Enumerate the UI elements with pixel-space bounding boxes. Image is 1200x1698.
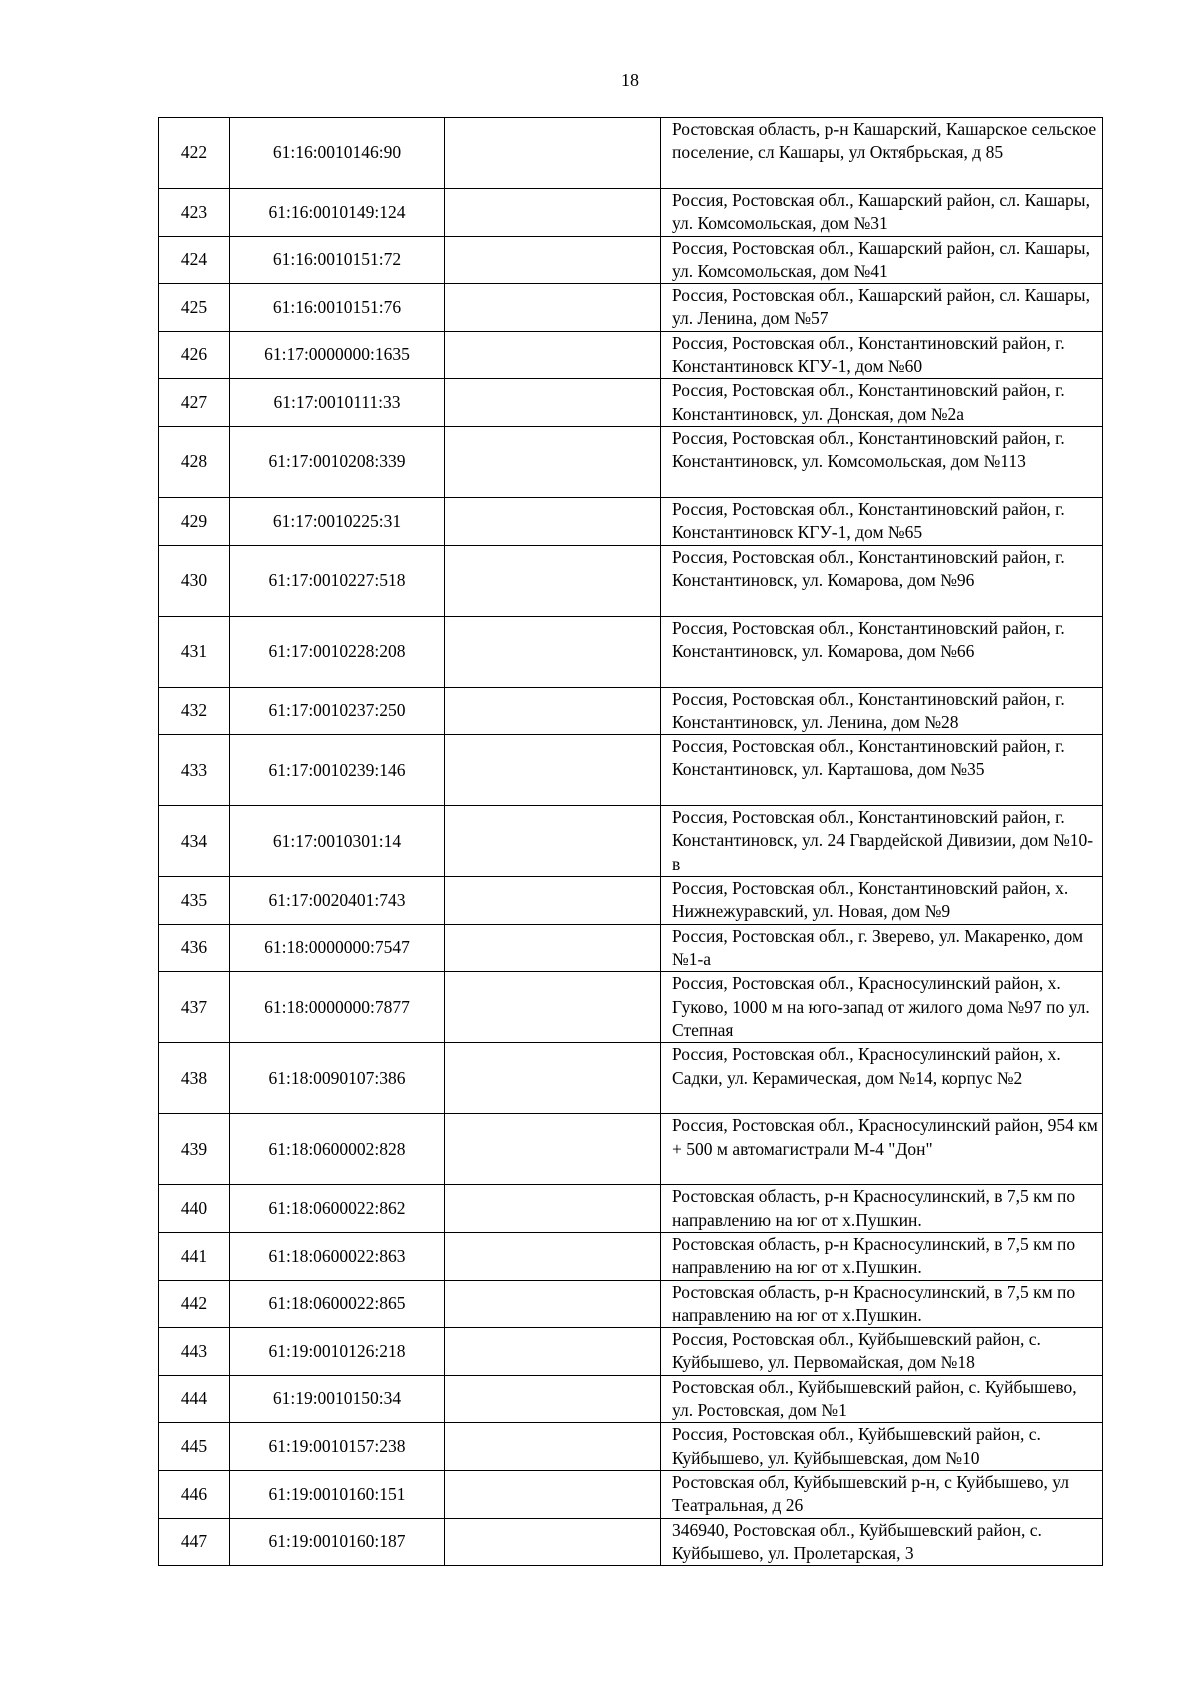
empty-cell (445, 924, 661, 972)
row-number: 438 (159, 1043, 230, 1114)
table-row (159, 806, 1103, 877)
cadastral-number: 61:18:0600022:865 (230, 1280, 445, 1328)
row-number: 431 (159, 616, 230, 687)
empty-cell (445, 877, 661, 925)
address: Ростовская обл., Куйбышевский район, с. Куйбышево, ул. Ростовская, дом №1 (661, 1375, 1103, 1423)
address: Россия, Ростовская обл., Константиновский район, г. Константиновск, ул. Комарова, дом №96 (661, 545, 1103, 616)
table-row (159, 545, 1103, 616)
cadastral-number: 61:19:0010157:238 (230, 1423, 445, 1471)
address: Россия, Ростовская обл., г. Зверево, ул. Макаренко, дом №1-а (661, 924, 1103, 972)
cadastral-number: 61:19:0010160:187 (230, 1518, 445, 1566)
table-row (159, 1232, 1103, 1280)
cadastral-number: 61:19:0010126:218 (230, 1328, 445, 1376)
row-number: 432 (159, 687, 230, 735)
empty-cell (445, 735, 661, 806)
cadastral-number: 61:17:0010228:208 (230, 616, 445, 687)
row-number: 435 (159, 877, 230, 925)
empty-cell (445, 1114, 661, 1185)
empty-cell (445, 545, 661, 616)
row-number: 443 (159, 1328, 230, 1376)
table-row (159, 1423, 1103, 1471)
address: Ростовская область, р-н Красносулинский, в 7,5 км по направлению на юг от х.Пушкин. (661, 1185, 1103, 1233)
row-number: 424 (159, 236, 230, 284)
table-row (159, 1328, 1103, 1376)
address: Ростовская обл, Куйбышевский р-н, с Куйбышево, ул Театральная, д 26 (661, 1470, 1103, 1518)
empty-cell (445, 1280, 661, 1328)
empty-cell (445, 118, 661, 189)
empty-cell (445, 616, 661, 687)
empty-cell (445, 1043, 661, 1114)
empty-cell (445, 687, 661, 735)
row-number: 427 (159, 379, 230, 427)
address: Россия, Ростовская обл., Куйбышевский район, с. Куйбышево, ул. Первомайская, дом №18 (661, 1328, 1103, 1376)
cadastral-number: 61:17:0000000:1635 (230, 331, 445, 379)
table-row (159, 379, 1103, 427)
address: Россия, Ростовская обл., Константиновский район, г. Константиновск, ул. Ленина, дом №28 (661, 687, 1103, 735)
empty-cell (445, 1328, 661, 1376)
cadastral-number: 61:17:0010237:250 (230, 687, 445, 735)
row-number: 433 (159, 735, 230, 806)
cadastral-number: 61:19:0010160:151 (230, 1470, 445, 1518)
address: Россия, Ростовская обл., Кашарский район, сл. Кашары, ул. Комсомольская, дом №31 (661, 189, 1103, 237)
address: Россия, Ростовская обл., Красносулинский район, 954 км + 500 м автомагистрали М-4 "Дон" (661, 1114, 1103, 1185)
cadastral-number: 61:18:0000000:7547 (230, 924, 445, 972)
cadastral-number: 61:17:0010208:339 (230, 426, 445, 497)
address: Россия, Ростовская обл., Куйбышевский район, с. Куйбышево, ул. Куйбышевская, дом №10 (661, 1423, 1103, 1471)
cadastral-number: 61:17:0010227:518 (230, 545, 445, 616)
table-row (159, 426, 1103, 497)
row-number: 428 (159, 426, 230, 497)
table-row (159, 1114, 1103, 1185)
row-number: 444 (159, 1375, 230, 1423)
cadastral-number: 61:16:0010146:90 (230, 118, 445, 189)
cadastral-table (158, 117, 1103, 1566)
cadastral-number: 61:18:0600022:863 (230, 1232, 445, 1280)
table-row (159, 236, 1103, 284)
address: Россия, Ростовская обл., Кашарский район, сл. Кашары, ул. Ленина, дом №57 (661, 284, 1103, 332)
row-number: 422 (159, 118, 230, 189)
empty-cell (445, 236, 661, 284)
table-row (159, 687, 1103, 735)
address: Ростовская область, р-н Красносулинский, в 7,5 км по направлению на юг от х.Пушкин. (661, 1280, 1103, 1328)
cadastral-number: 61:16:0010151:72 (230, 236, 445, 284)
table-row (159, 189, 1103, 237)
cadastral-number: 61:17:0010239:146 (230, 735, 445, 806)
address: Россия, Ростовская обл., Константиновский район, г. Константиновск, ул. Комарова, дом №66 (661, 616, 1103, 687)
cadastral-number: 61:16:0010151:76 (230, 284, 445, 332)
address: Ростовская область, р-н Кашарский, Кашарское сельское поселение, сл Кашары, ул Октябрьская, д 85 (661, 118, 1103, 189)
empty-cell (445, 426, 661, 497)
table-row (159, 1518, 1103, 1566)
row-number: 445 (159, 1423, 230, 1471)
table-row (159, 1043, 1103, 1114)
address: Россия, Ростовская обл., Константиновский район, г. Константиновск, ул. Донская, дом №2а (661, 379, 1103, 427)
address: Россия, Ростовская обл., Кашарский район, сл. Кашары, ул. Комсомольская, дом №41 (661, 236, 1103, 284)
row-number: 425 (159, 284, 230, 332)
empty-cell (445, 331, 661, 379)
cadastral-number: 61:18:0000000:7877 (230, 972, 445, 1043)
table-row (159, 924, 1103, 972)
row-number: 429 (159, 497, 230, 545)
page-number: 18 (621, 70, 639, 90)
table-row (159, 118, 1103, 189)
cadastral-number: 61:19:0010150:34 (230, 1375, 445, 1423)
empty-cell (445, 1518, 661, 1566)
address: Россия, Ростовская обл., Константиновский район, г. Константиновск КГУ-1, дом №60 (661, 331, 1103, 379)
table-row (159, 497, 1103, 545)
row-number: 423 (159, 189, 230, 237)
table-row (159, 616, 1103, 687)
cadastral-number: 61:16:0010149:124 (230, 189, 445, 237)
cadastral-number: 61:18:0600022:862 (230, 1185, 445, 1233)
table-row (159, 877, 1103, 925)
table-row (159, 1470, 1103, 1518)
row-number: 447 (159, 1518, 230, 1566)
address: 346940, Ростовская обл., Куйбышевский район, с. Куйбышево, ул. Пролетарская, 3 (661, 1518, 1103, 1566)
row-number: 436 (159, 924, 230, 972)
empty-cell (445, 1232, 661, 1280)
table-row (159, 331, 1103, 379)
row-number: 426 (159, 331, 230, 379)
address: Россия, Ростовская обл., Константиновский район, г. Константиновск, ул. 24 Гвардейской Дивизии, дом №10-в (661, 806, 1103, 877)
address: Ростовская область, р-н Красносулинский, в 7,5 км по направлению на юг от х.Пушкин. (661, 1232, 1103, 1280)
row-number: 442 (159, 1280, 230, 1328)
empty-cell (445, 972, 661, 1043)
table-row (159, 1185, 1103, 1233)
empty-cell (445, 1185, 661, 1233)
row-number: 441 (159, 1232, 230, 1280)
address: Россия, Ростовская обл., Константиновский район, х. Нижнежуравский, ул. Новая, дом №9 (661, 877, 1103, 925)
empty-cell (445, 1423, 661, 1471)
cadastral-number: 61:17:0010225:31 (230, 497, 445, 545)
cadastral-number: 61:18:0090107:386 (230, 1043, 445, 1114)
cadastral-number: 61:17:0010111:33 (230, 379, 445, 427)
address: Россия, Ростовская обл., Константиновский район, г. Константиновск, ул. Комсомольская, дом №113 (661, 426, 1103, 497)
empty-cell (445, 1375, 661, 1423)
table-row (159, 1375, 1103, 1423)
row-number: 439 (159, 1114, 230, 1185)
cadastral-number: 61:17:0020401:743 (230, 877, 445, 925)
address: Россия, Ростовская обл., Константиновский район, г. Константиновск КГУ-1, дом №65 (661, 497, 1103, 545)
address: Россия, Ростовская обл., Красносулинский район, х. Садки, ул. Керамическая, дом №14, корпус №2 (661, 1043, 1103, 1114)
address: Россия, Ростовская обл., Константиновский район, г. Константиновск, ул. Карташова, дом №35 (661, 735, 1103, 806)
row-number: 446 (159, 1470, 230, 1518)
row-number: 434 (159, 806, 230, 877)
cadastral-number: 61:18:0600002:828 (230, 1114, 445, 1185)
empty-cell (445, 379, 661, 427)
empty-cell (445, 284, 661, 332)
address: Россия, Ростовская обл., Красносулинский район, х. Гуково, 1000 м на юго-запад от жилого дома №97 по ул. Степная (661, 972, 1103, 1043)
empty-cell (445, 806, 661, 877)
table-row (159, 284, 1103, 332)
row-number: 440 (159, 1185, 230, 1233)
cadastral-number: 61:17:0010301:14 (230, 806, 445, 877)
empty-cell (445, 497, 661, 545)
row-number: 430 (159, 545, 230, 616)
table-row (159, 972, 1103, 1043)
empty-cell (445, 1470, 661, 1518)
table-row (159, 735, 1103, 806)
empty-cell (445, 189, 661, 237)
row-number: 437 (159, 972, 230, 1043)
table-row (159, 1280, 1103, 1328)
